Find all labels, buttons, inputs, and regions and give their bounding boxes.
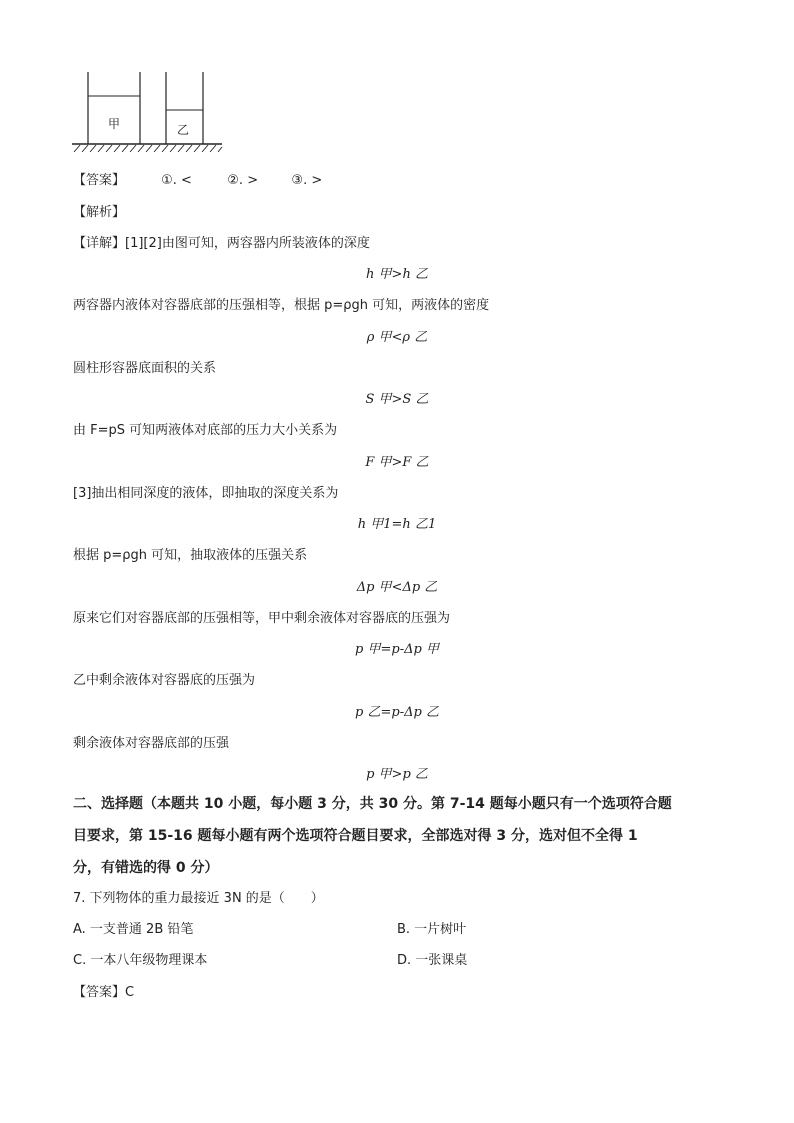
section-heading-line-1: 二、选择题（本题共 10 小题，每小题 3 分，共 30 分。第 7-14 题每小题只有一个选项符合题 bbox=[73, 796, 672, 812]
container-label-jia: 甲 bbox=[108, 117, 121, 131]
detail-line-3: 圆柱形容器底面积的关系 bbox=[73, 361, 217, 376]
detail-line-8: 乙中剩余液体对容器底的压强为 bbox=[73, 673, 256, 688]
equation-9: p 甲>p 乙 bbox=[366, 767, 428, 782]
detail-line-7: 原来它们对容器底部的压强相等，甲中剩余液体对容器底的压强为 bbox=[73, 611, 451, 626]
question-stem: 7. 下列物体的重力最接近 3N 的是（ ） bbox=[73, 891, 324, 906]
equation-1: h 甲>h 乙 bbox=[366, 267, 428, 282]
detail-line-9: 剩余液体对容器底部的压强 bbox=[73, 736, 230, 751]
answer-item-2: ②. > bbox=[227, 173, 259, 188]
section-heading-line-3: 分，有错选的得 0 分） bbox=[73, 860, 219, 876]
answer-tag: 【答案】 bbox=[73, 173, 126, 188]
equation-2: ρ 甲<ρ 乙 bbox=[366, 330, 428, 345]
detail-line-5: [3]抽出相同深度的液体，即抽取的深度关系为 bbox=[73, 486, 339, 501]
detail-line-2: 两容器内液体对容器底部的压强相等，根据 p=ρgh 可知，两液体的密度 bbox=[73, 298, 490, 313]
option-b: B. 一片树叶 bbox=[397, 922, 467, 937]
analysis-tag: 【解析】 bbox=[73, 205, 126, 220]
detail-line-1: 【详解】[1][2]由图可知，两容器内所装液体的深度 bbox=[73, 236, 370, 251]
equation-8: p 乙=p-Δp 乙 bbox=[355, 705, 439, 720]
detail-line-6: 根据 p=ρgh 可知，抽取液体的压强关系 bbox=[73, 548, 308, 563]
answer-item-1: ①. < bbox=[161, 173, 192, 188]
answer-row bbox=[73, 172, 322, 190]
equation-3: S 甲>S 乙 bbox=[365, 392, 429, 407]
question-answer: 【答案】C bbox=[73, 985, 135, 1000]
equation-7: p 甲=p-Δp 甲 bbox=[355, 642, 439, 657]
equation-4: F 甲>F 乙 bbox=[365, 455, 429, 470]
container-label-yi: 乙 bbox=[177, 123, 190, 137]
answer-item-3: ③. > bbox=[291, 173, 323, 188]
section-heading-line-2: 目要求，第 15-16 题每小题有两个选项符合题目要求，全部选对得 3 分，选对但不全得 1 bbox=[73, 828, 638, 844]
equation-5: h 甲1=h 乙1 bbox=[357, 517, 437, 532]
detail-line-4: 由 F=pS 可知两液体对底部的压力大小关系为 bbox=[73, 423, 338, 438]
containers-figure bbox=[70, 70, 230, 160]
equation-6: Δp 甲<Δp 乙 bbox=[356, 580, 438, 595]
option-d: D. 一张课桌 bbox=[397, 953, 468, 968]
option-c: C. 一本八年级物理课本 bbox=[73, 953, 208, 968]
option-a: A. 一支普通 2B 铅笔 bbox=[73, 922, 194, 937]
